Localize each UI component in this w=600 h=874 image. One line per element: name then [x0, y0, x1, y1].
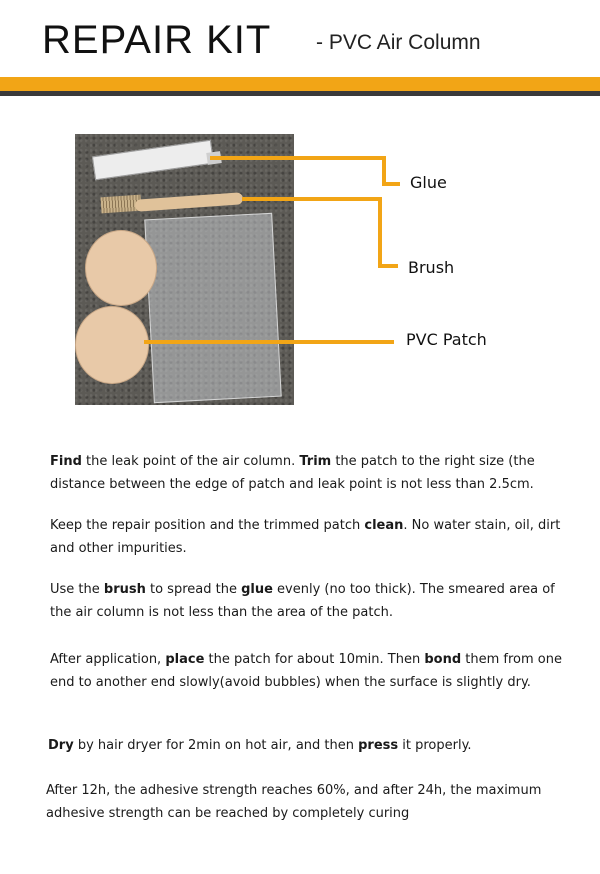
brush-callout-line [242, 199, 398, 266]
page-title: REPAIR KIT [42, 18, 272, 62]
step-glue [50, 578, 570, 624]
step-text: . No water stain, oil, dirt and other impurities. [50, 518, 561, 556]
step-text: Use the [50, 582, 104, 597]
step-text: it properly. [398, 738, 472, 753]
step-text: evenly (no too thick). The smeared area of the air column is not less than the area of the patch. [50, 582, 555, 620]
keyword-brush: brush [103, 582, 146, 597]
step-find-trim [50, 450, 570, 496]
step-text: by hair dryer for 2min on hot air, and then [73, 738, 359, 753]
glue-label: Glue [410, 173, 447, 192]
step-curing [46, 779, 566, 825]
step-text: Keep the repair position and the trimmed patch [50, 518, 365, 533]
keyword-bond: bond [424, 652, 462, 667]
keyword-clean: clean [364, 518, 404, 533]
glue-callout-line [210, 158, 400, 184]
step-text: the leak point of the air column. [81, 454, 300, 469]
step-text: After 12h, the adhesive strength reaches 60%, and after 24h, the maximum adhesive strength can be reached by completely curing [46, 783, 542, 821]
keyword-glue: glue [241, 582, 273, 597]
step-text: the patch to the right size (the distance between the edge of patch and leak point is not less than 2.5cm. [50, 454, 535, 492]
keyword-trim: Trim [299, 454, 332, 469]
step-text: After application, [50, 652, 166, 667]
keyword-find: Find [50, 454, 82, 469]
keyword-press: press [358, 738, 399, 753]
patch-label: PVC Patch [406, 330, 487, 349]
step-text: to spread the [145, 582, 242, 597]
step-clean [50, 514, 570, 560]
step-place-bond [50, 648, 570, 694]
step-dry-press [48, 734, 568, 757]
step-text: them from one end to another end slowly(avoid bubbles) when the surface is slightly dry. [50, 652, 562, 690]
brush-label: Brush [408, 258, 455, 277]
page-subtitle: - PVC Air Column [316, 31, 481, 54]
keyword-place: place [165, 652, 205, 667]
keyword-dry: Dry [48, 738, 74, 753]
step-text: the patch for about 10min. Then [204, 652, 425, 667]
